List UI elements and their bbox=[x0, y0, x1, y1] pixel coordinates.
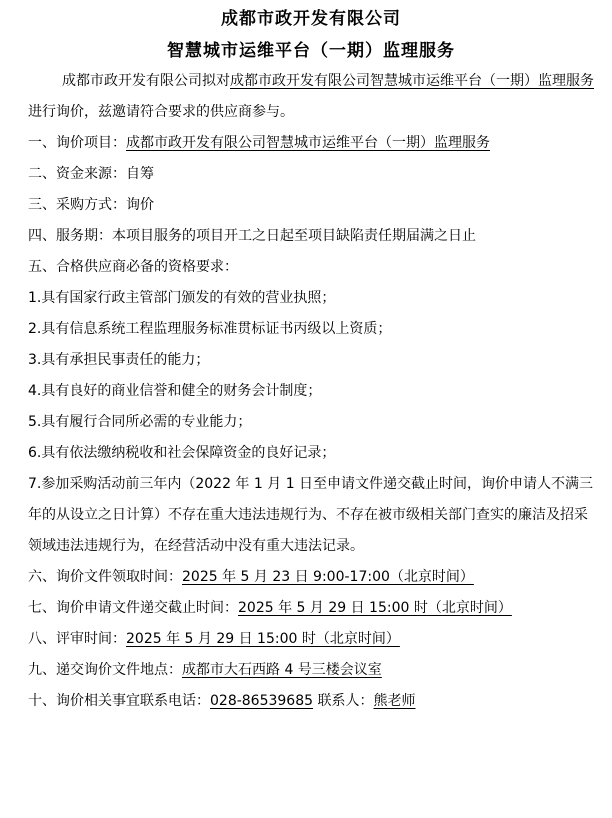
section-inquiry-project-label: 一、询价项目： bbox=[28, 135, 126, 151]
section-inquiry-project-value: 成都市政开发有限公司智慧城市运维平台（一期）监理服务 bbox=[126, 135, 490, 151]
intro-suffix: 进行询价，兹邀请符合要求的供应商参与。 bbox=[28, 104, 294, 120]
section-procurement-method: 三、采购方式：询价 bbox=[28, 197, 154, 213]
requirement-item-7: 7.参加采购活动前三年内（2022 年 1 月 1 日至申请文件递交截止时间，询价申请人不满三年的从设立之日计算）不存在重大违法违规行为、不存在被市级相关部门查实的廉洁及招采领域违法违规行为，在经营活动中没有重大违法记录。 bbox=[28, 476, 594, 554]
submission-deadline-label: 七、询价申请文件递交截止时间： bbox=[28, 600, 238, 616]
section-contact-info bbox=[28, 686, 594, 717]
requirement-item-2: 2.具有信息系统工程监理服务标准贯标证书丙级以上资质； bbox=[28, 321, 392, 337]
requirement-item-6: 6.具有依法缴纳税收和社会保障资金的良好记录； bbox=[28, 445, 336, 461]
review-time-label: 八、评审时间： bbox=[28, 631, 126, 647]
document-collection-time-value: 2025 年 5 月 23 日 9:00-17:00（北京时间） bbox=[182, 569, 474, 585]
requirement-item-4: 4.具有良好的商业信誉和健全的财务会计制度； bbox=[28, 383, 322, 399]
contact-phone-value: 028-86539685 bbox=[210, 693, 314, 709]
document-collection-time-label: 六、询价文件领取时间： bbox=[28, 569, 182, 585]
document-title-line2: 智慧城市运维平台（一期）监理服务 bbox=[167, 41, 455, 61]
section-funding-source: 二、资金来源：自筹 bbox=[28, 166, 154, 182]
contact-phone-label: 十、询价相关事宜联系电话： bbox=[28, 693, 210, 709]
section-inquiry-project bbox=[28, 128, 594, 159]
intro-project-name: 成都市政开发有限公司智慧城市运维平台（一期）监理服务 bbox=[230, 73, 594, 89]
section-submission-deadline bbox=[28, 593, 594, 624]
intro-paragraph bbox=[28, 66, 594, 128]
review-time-value: 2025 年 5 月 29 日 15:00 时（北京时间） bbox=[126, 631, 400, 647]
contact-person-value: 熊老师 bbox=[373, 693, 416, 709]
section-document-collection-time bbox=[28, 562, 594, 593]
submission-location-value: 成都市大石西路 4 号三楼会议室 bbox=[182, 662, 382, 678]
section-qualifications-heading: 五、合格供应商必备的资格要求： bbox=[28, 259, 238, 275]
section-submission-location bbox=[28, 655, 594, 686]
intro-prefix: 成都市政开发有限公司拟对 bbox=[62, 73, 230, 89]
section-review-time bbox=[28, 624, 594, 655]
section-service-period: 四、服务期：本项目服务的项目开工之日起至项目缺陷责任期届满之日止 bbox=[28, 228, 476, 244]
submission-deadline-value: 2025 年 5 月 29 日 15:00 时（北京时间） bbox=[238, 600, 512, 616]
document-title-line1: 成都市政开发有限公司 bbox=[221, 9, 401, 29]
requirement-item-3: 3.具有承担民事责任的能力； bbox=[28, 352, 210, 368]
requirement-item-1: 1.具有国家行政主管部门颁发的有效的营业执照； bbox=[28, 290, 336, 306]
requirement-item-5: 5.具有履行合同所必需的专业能力； bbox=[28, 414, 252, 430]
submission-location-label: 九、递交询价文件地点： bbox=[28, 662, 182, 678]
contact-person-label: 联系人： bbox=[313, 693, 374, 709]
